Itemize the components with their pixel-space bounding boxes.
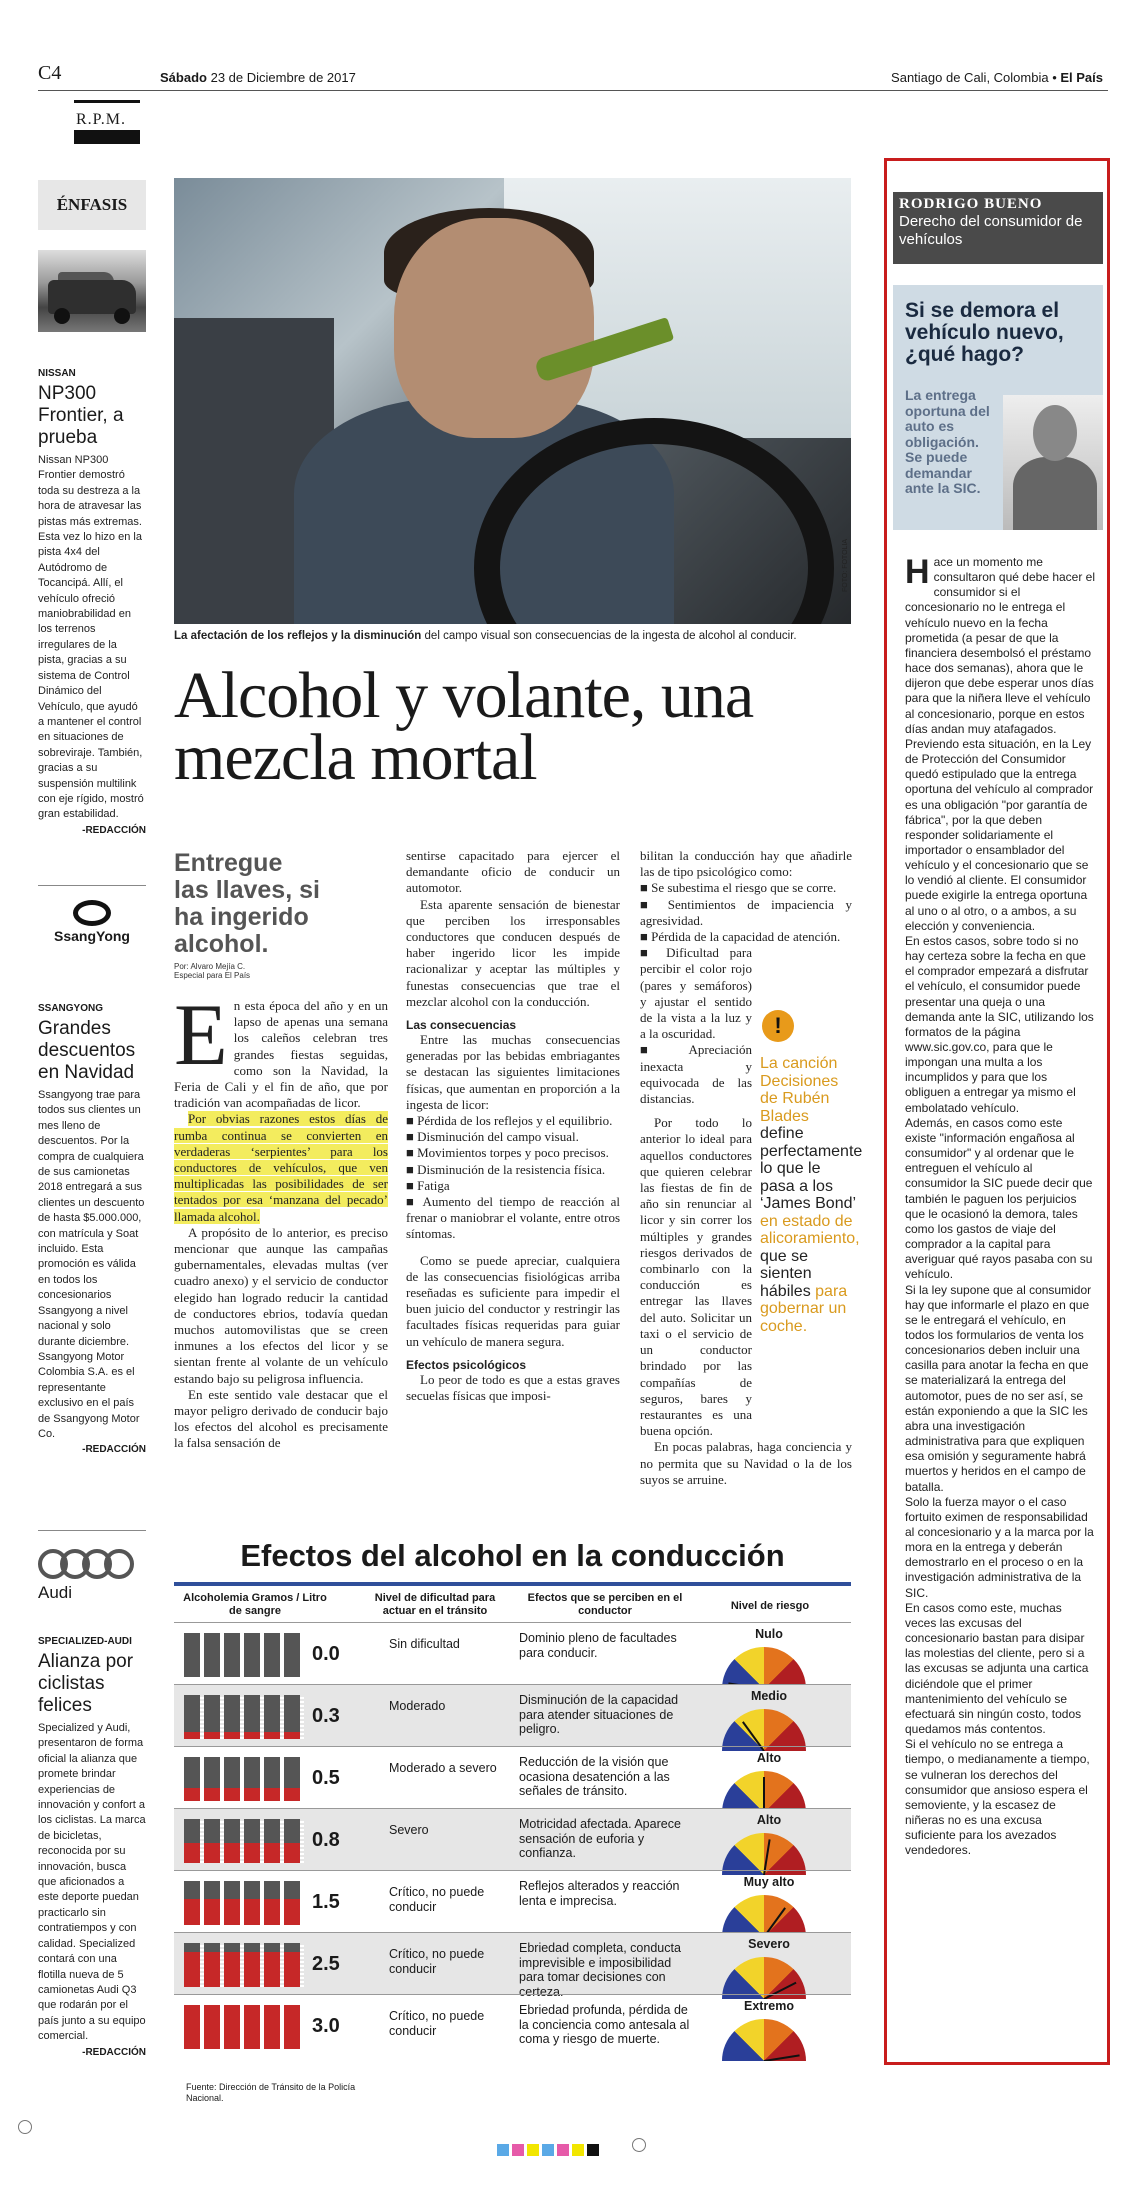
pull-quote: La canción Decisiones de Rubén Blades define perfectamente lo que le pasa a los ‘James Bond’ en estado de alicoramiento, que se sienten hábiles para gobernar un coche.: [760, 1055, 863, 1335]
sidebar-item-nissan: [38, 368, 146, 836]
alcohol-value: 0.0: [312, 1643, 340, 1665]
driver-effect: Motricidad afectada. Aparece sensación de euforia y confianza.: [519, 1817, 681, 1860]
risk-level: Medio: [750, 1689, 788, 1703]
risk-level: Nulo: [755, 1627, 783, 1641]
alcohol-level-bars: [184, 1757, 304, 1801]
columnist-photo: [1003, 395, 1103, 530]
column-question: Si se demora el vehículo nuevo, ¿qué hago?: [905, 299, 1064, 366]
alcohol-level-bars: [184, 1695, 304, 1739]
sidebar-credit: -REDACCIÓN: [82, 1444, 146, 1456]
photo-caption: La afectación de los reflejos y la disminución del campo visual son consecuencias de la ingesta de alcohol al conducir.: [174, 630, 797, 642]
columnist-name: RODRIGO BUENO: [899, 196, 1043, 212]
alcohol-level-fill: [184, 1843, 304, 1863]
alcohol-level-fill: [184, 1788, 304, 1801]
infographic-source: Fuente: Dirección de Tránsito de la Policía Nacional.: [186, 2082, 356, 2103]
alcohol-level-bars: [184, 1819, 304, 1863]
masthead-city: Santiago de Cali, Colombia • El País: [891, 70, 1103, 85]
column-subtitle: La entrega oportuna del auto es obligación. Se puede demandar ante la SIC.: [905, 387, 990, 496]
sidebar-body: Nissan NP300 Frontier demostró toda su destreza a la hora de atravesar las pistas más extremas. Esta vez lo hizo en la pista 4x4 del Autódromo de Tocancipá. Allí, el vehículo ofreció maniobrabilidad en los terrenos irregulares de la pista, gracias a su sistema de Control Dinámico del Vehículo, que ayudó a mantener el control en situaciones de sobreviraje. También, gracias a su suspensión multilink con eje rígido, mostró gran estabilidad.: [38, 454, 144, 821]
infographic-row: [174, 1870, 851, 1932]
sidebar-divider: [38, 885, 146, 886]
risk-level: Extremo: [743, 1999, 795, 2013]
alcohol-level-fill: [184, 1732, 304, 1739]
col-header-difficulty: Nivel de dificultad para actuar en el tránsito: [374, 1592, 496, 1617]
sidebar-category: NISSAN: [38, 368, 76, 379]
difficulty-level: Crítico, no puede conducir: [389, 1947, 485, 1976]
columnist-banner: [893, 192, 1103, 264]
driver-effect: Reflejos alterados y reacción lenta e imprecisa.: [519, 1879, 680, 1908]
driver-effect: Ebriedad completa, conducta imprevisible e imposibilidad para tomar decisiones con certeza.: [519, 1941, 681, 1999]
article-deck: Entregue las llaves, si ha ingerido alcohol.: [174, 849, 320, 958]
col-header-effects: Efectos que se perciben en el conductor: [527, 1592, 683, 1617]
article-headline: Alcohol y volante, una mezcla mortal: [174, 659, 754, 794]
sidebar-item-ssangyong: [38, 1003, 146, 1455]
alcohol-value: 0.5: [312, 1767, 340, 1789]
sidebar-headline: NP300 Frontier, a prueba: [38, 383, 124, 448]
col-header-alcohol: Alcoholemia Gramos / Litro de sangre: [183, 1592, 327, 1617]
alcohol-level-bars: [184, 1943, 304, 1987]
difficulty-level: Moderado a severo: [389, 1761, 497, 1775]
color-registration-strip: [497, 2143, 602, 2155]
risk-gauge: [722, 1647, 806, 1689]
risk-level: Severo: [748, 1937, 790, 1951]
subheading: Las consecuencias: [406, 1018, 517, 1033]
ssangyong-logo: SsangYong: [38, 900, 146, 956]
highlighted-text: Por obvias razones estos días de rumba continua se convierten en verdaderas ‘serpientes’ para los conductores de vehículos, que ven multiplicadas las posibilidades de ser tentados por esa ‘manzana del pecado’ llamada alcohol.: [174, 1111, 388, 1224]
risk-gauge: [722, 1709, 806, 1751]
article-byline: Por: Alvaro Mejía C. Especial para El País: [174, 962, 251, 980]
subheading: Efectos psicológicos: [406, 1357, 527, 1372]
difficulty-level: Severo: [389, 1823, 429, 1837]
driver-effect: Ebriedad profunda, pérdida de la conciencia como antesala al coma y riesgo de muerte.: [519, 2003, 690, 2046]
driver-effect: Disminución de la capacidad para atender situaciones de peligro.: [519, 1693, 679, 1736]
alcohol-level-fill: [184, 1899, 304, 1925]
sidebar-category: SSANGYONG: [38, 1003, 104, 1014]
alcohol-level-bars: [184, 2005, 304, 2049]
sidebar-category: SPECIALIZED-AUDI: [38, 1636, 132, 1647]
infographic-row: [174, 1994, 851, 2056]
infographic-row: [174, 1746, 851, 1808]
audi-logo: Audi: [38, 1545, 146, 1609]
sidebar-headline: Alianza por ciclistas felices: [38, 1651, 134, 1716]
infographic-title: Efectos del alcohol en la conducción: [240, 1538, 785, 1573]
alcohol-value: 1.5: [312, 1891, 340, 1913]
driver-drinking-photo: [174, 178, 851, 624]
alcohol-value: 0.3: [312, 1705, 340, 1727]
section-tab-bar: [74, 130, 140, 144]
article-column-2: sentirse capacitado para ejercer el demandante oficio de conducir un automotor. Esta aparente sensación de bienestar que perciben los irresponsables conductores que conducen después de haber ingerido licor les impide racionalizar y aceptar las múltiples y funestas consecuencias que trae el mezclar alcohol con la conducción. Las consecuencias Entre las muchas consecuencias generadas por las bebidas embriagantes se destacan las siguientes limitaciones físicas, que aumentan en proporción a la ingesta de licor: ■ Pérdida de los reflejos y el equilibrio. ■ Disminución del campo visual. ■ Movimientos torpes y poco precisos. ■ Disminución de la resistencia física. ■ Fatiga ■ Aumento del tiempo de reacción al frenar o maniobrar el volante, entre otros síntomas. Como se puede apreciar, cualquiera de las consecuencias fisiológicas arriba reseñadas es suficiente para impedir el buen juicio del conductor y restringir las facultades físicas requeridas para guiar un vehículo de manera segura. Efectos psicológicos Lo peor de todo es que a estas graves secuelas físicas que imposi-: [406, 848, 620, 1404]
column-section: Derecho del consumidor de vehículos: [899, 213, 1083, 248]
infographic-row: [174, 1622, 851, 1684]
exclamation-icon: !: [762, 1010, 794, 1042]
issue-date: Sábado 23 de Diciembre de 2017: [160, 70, 356, 85]
difficulty-level: Sin dificultad: [389, 1637, 460, 1651]
risk-level: Muy alto: [743, 1875, 795, 1889]
truck-photo: [38, 250, 146, 332]
article-column-1: En esta época del año y en un lapso de apenas una semana los caleños celebran tres grandes fiestas seguidas, como son la Navidad, la Feria de Cali y el fin de año, que por tradición van acompañadas de licor. Por obvias razones estos días de rumba continua se convierten en verdaderas ‘serpientes’ para los conductores de vehículos, que ven multiplicadas las posibilidades de ser tentados por esa ‘manzana del pecado’ llamada alcohol. A propósito de lo anterior, es preciso mencionar que aunque las campañas gubernamentales, elevadas multas (ver cuadro anexo) y el servicio de conductor elegido han logrado reducir la cantidad de conductores ebrios, todavía quedan muchos automovilistas que se creen inmunes a los efectos del licor y se sientan frente al volante de un vehículo estando bajo su peligrosa influencia. En este sentido vale destacar que el mayor peligro derivado de conducir bajo los efectos del alcohol es precisamente la falsa sensación de: [174, 987, 388, 1451]
risk-gauge: [722, 1771, 806, 1813]
header-rule: [38, 90, 1108, 91]
difficulty-level: Moderado: [389, 1699, 446, 1713]
difficulty-level: Crítico, no puede conducir: [389, 2009, 485, 2038]
section-tab: R.P.M.: [74, 100, 140, 144]
infographic-rule: [174, 1582, 851, 1586]
alcohol-level-fill: [184, 1952, 304, 1987]
risk-gauge: [722, 2019, 806, 2061]
article-column-3: bilitan la conducción hay que añadirle las de tipo psicológico como: ■ Se subestima el riesgo que se corre. ■ Sentimientos de impaciencia y agresividad. ■ Pérdida de la capacidad de atención. ■ Dificultad para percibir el color rojo (pares y semáforos) y ajustar el sentido de la vista a la luz y a la oscuridad. ■ Apreciación inexacta y equivocada de las distancias. Por todo lo anterior lo ideal para aquellos conductores que quieren celebrar las fiestas de fin de año sin renunciar al licor y sin correr los múltiples y grandes riesgos derivados de combinarlo con la conducción es entregar las llaves del auto. Solicitar un taxi o el servicio de un conductor brindado por las compañías de seguros, bares y restaurantes es una buena opción. En pocas palabras, haga conciencia y no permita que su Navidad o la de los suyos se arruine.: [640, 848, 852, 1487]
sidebar-item-audi: [38, 1636, 146, 2058]
gauge-needle: [764, 2054, 800, 2061]
sidebar-credit: -REDACCIÓN: [82, 2046, 146, 2058]
risk-gauge: [722, 1957, 806, 1999]
difficulty-level: Crítico, no puede conducir: [389, 1885, 485, 1914]
drop-cap: E: [174, 987, 228, 1084]
sidebar-credit: -REDACCIÓN: [82, 824, 146, 836]
sidebar-title: ÉNFASIS: [38, 180, 146, 230]
driver-effect: Reducción de la visión que ocasiona desatención a las señales de tránsito.: [519, 1755, 670, 1798]
registration-mark: [632, 2138, 646, 2152]
sidebar-body: Ssangyong trae para todos sus clientes un mes lleno de descuentos. Por la compra de cualquiera de sus camionetas 2018 entregará a sus clientes un descuento de hasta $5.000.000, con matrícula y Soat incluido. Esta promoción es válida en todos los concesionarios Ssangyong a nivel nacional y solo durante diciembre. Ssangyong Motor Colombia S.A. es el representante exclusivo en el país de Ssangyong Motor Co.: [38, 1089, 145, 1440]
sidebar-headline: Grandes descuentos en Navidad: [38, 1018, 136, 1083]
alcohol-value: 0.8: [312, 1829, 340, 1851]
driver-effect: Dominio pleno de facultades para conducir.: [519, 1631, 677, 1660]
alcohol-level-fill: [184, 2005, 304, 2049]
infographic-row: [174, 1808, 851, 1870]
alcohol-value: 2.5: [312, 1953, 340, 1975]
col-header-risk: Nivel de riesgo: [730, 1600, 810, 1612]
infographic-row: [174, 1684, 851, 1746]
risk-gauge: [722, 1833, 806, 1875]
sidebar-divider: [38, 1530, 146, 1531]
risk-level: Alto: [756, 1813, 782, 1827]
risk-gauge: [722, 1895, 806, 1937]
photo-credit: FOTO: FOTOLIA: [842, 538, 849, 592]
alcohol-level-bars: [184, 1633, 304, 1677]
registration-mark: [18, 2120, 32, 2134]
risk-level: Alto: [756, 1751, 782, 1765]
alcohol-level-bars: [184, 1881, 304, 1925]
sidebar-body: Specialized y Audi, presentaron de forma oficial la alianza que promete brindar experiencias de innovación y confort a los ciclistas. La marca de bicicletas, reconocida por su innovación, busca que aficionados a este deporte puedan practicarlo sin contratiempos y con calidad. Specialized contará con una flotilla nueva de 5 camionetas Audi Q3 que rodarán por el país junto a su equipo comercial.: [38, 1722, 146, 2043]
alcohol-value: 3.0: [312, 2015, 340, 2037]
drop-cap: H: [905, 553, 930, 591]
column-body: Hace un momento me consultaron qué debe hacer el consumidor si el concesionario no le entrega el vehículo nuevo en la fecha prometida (a pesar de que la financiera desembolsó el préstamo hace dos semanas), ahora que le dijeron que debe esperar unos días para que la niñera lleve el vehículo al concesionario, porque en estos días andan muy atafagados. Previendo esta situación, en la Ley de Protección del Consumidor quedó estipulado que la entrega oportuna del vehículo al comprador es una obligación "por garantía de fábrica", por la que deben responder solidariamente el importador o ensamblador del vehículo y el concesionario que se lo vendió al cliente. El consumidor puede exigirle la entrega oportuna al uno o al otro, o a ambos, a su elección y conveniencia. En estos casos, sobre todo si no hay certeza sobre la fecha en que el comprador empezará a disfrutar el vehículo, el consumidor puede presentar una queja o una demanda ante la SIC, utilizando los formatos de la página www.sic.gov.co, para que le impongan una multa a los incumplidos y para que los obliguen a entregar ya mismo el embolatado vehículo. Además, en casos como este existe "información engañosa al consumidor" y al ordenar que le entreguen el vehículo al consumidor la SIC puede decir que también le paguen los perjuicios que le ocasionó la demora, tales como los gastos de viaje del comprador a la capital para averiguar qué rayos pasaba con su vehículo. Si la ley supone que al consumidor hay que informarle el plazo en que se le entregará el vehículo, en todos los formularios de venta los concesionarios deben incluir una casilla para anotar la fecha en que se materializará la entrega del automotor, pues de no ser así, se están exponiendo a que la SIC les abra una investigación administrativa para que expliquen esa omisión y seguramente habrá muertos y heridos en el campo de batalla. Solo la fuerza mayor o el caso fortuito eximen de responsabilidad al concesionario y a la marca por la mora en la entrega y deberán demostrarlo en el proceso o en la investigación administrativa de la SIC. En casos como este, muchas veces las excusas del concesionario bastan para disipar las molestias del cliente, pero si a las excusas se adjunta una cartica diciéndole que el primer mantenimiento del vehículo se efectuará sin ningún costo, todos quedamos más contentos. Si el vehículo no se entrega a tiempo, o medianamente a tiempo, se vulneran los derechos del consumidor que ansioso espera el semoviente, y la escasez de niñeras no es una excusa suficiente para los avezados vendedores.: [905, 553, 1096, 1858]
infographic-row: [174, 1932, 851, 1999]
page-number: C4: [38, 62, 62, 84]
